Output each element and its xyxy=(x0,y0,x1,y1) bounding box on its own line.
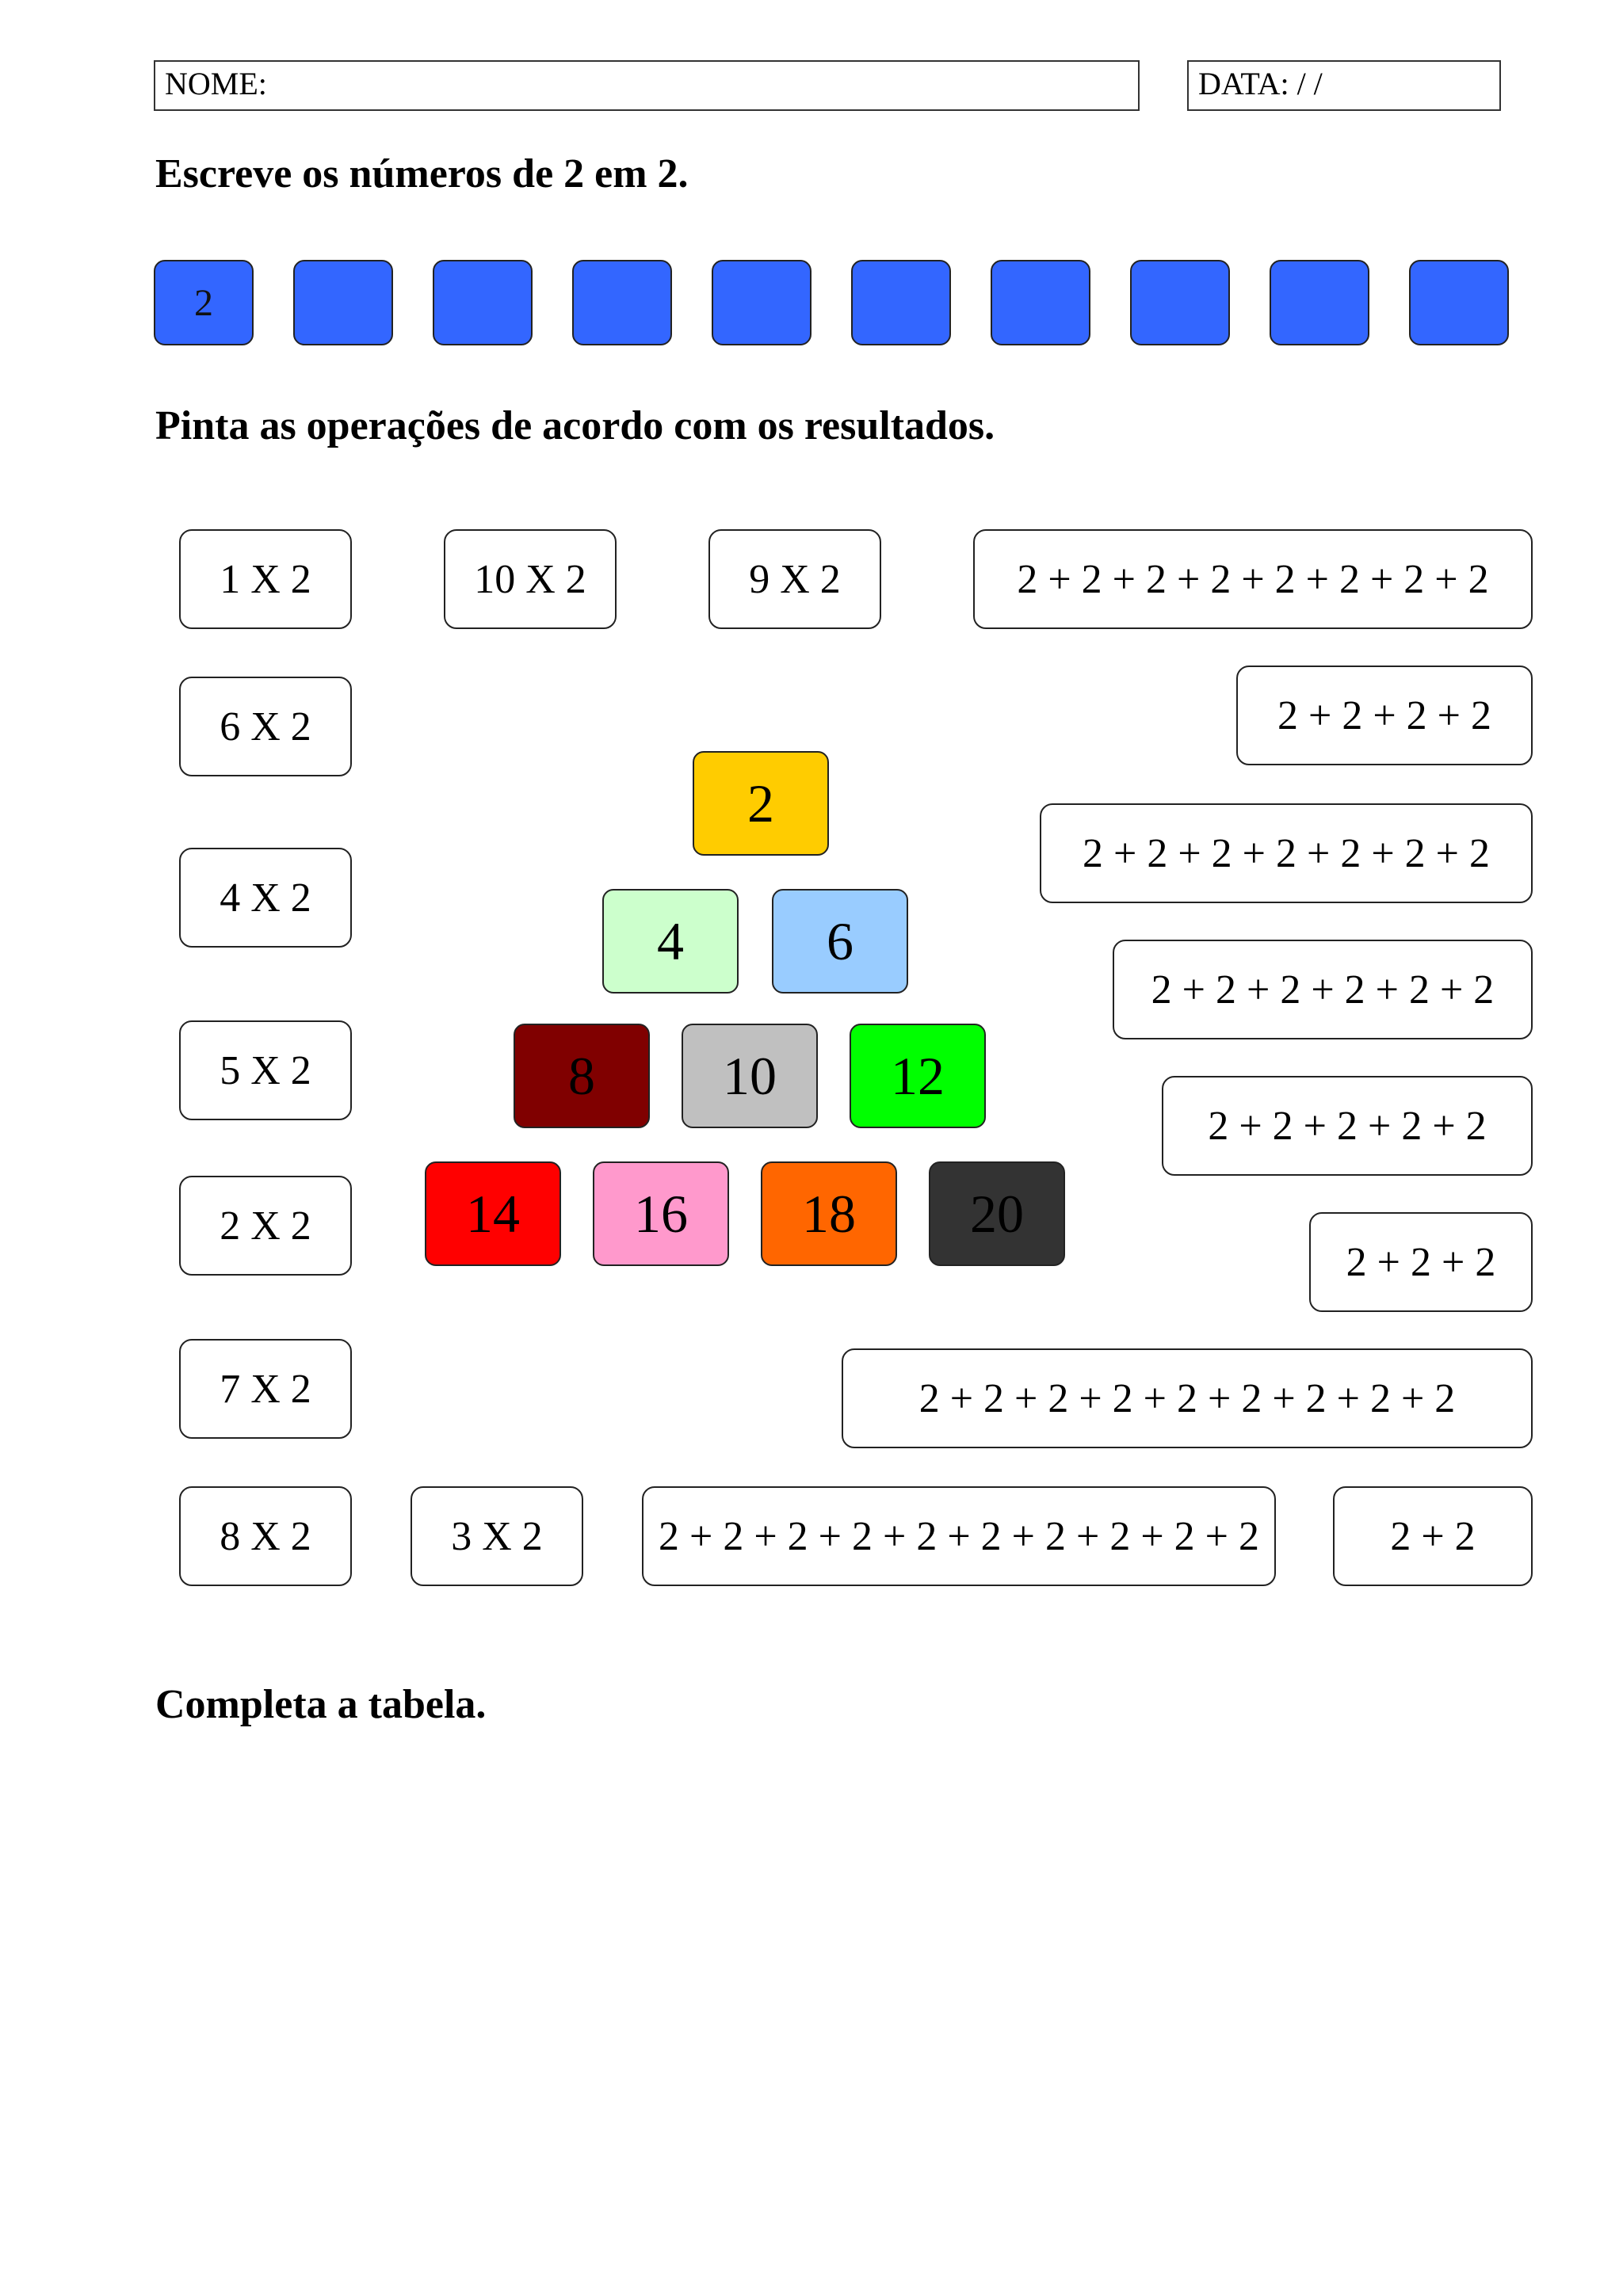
result-box[interactable]: 4 xyxy=(602,889,739,994)
section2-title: Pinta as operações de acordo com os resultados. xyxy=(155,403,995,448)
sequence-box[interactable]: 2 xyxy=(154,260,254,345)
operation-box[interactable]: 7 X 2 xyxy=(179,1339,352,1439)
operation-box[interactable]: 2 + 2 xyxy=(1333,1486,1533,1586)
operation-box[interactable]: 3 X 2 xyxy=(411,1486,583,1586)
sequence-box[interactable] xyxy=(991,260,1090,345)
result-box[interactable]: 8 xyxy=(514,1024,650,1128)
name-label: NOME: xyxy=(165,66,267,101)
operation-box[interactable]: 8 X 2 xyxy=(179,1486,352,1586)
result-box[interactable]: 10 xyxy=(682,1024,818,1128)
result-box[interactable]: 18 xyxy=(761,1161,897,1266)
operation-box[interactable]: 2 + 2 + 2 xyxy=(1309,1212,1533,1312)
sequence-box[interactable] xyxy=(851,260,951,345)
result-box[interactable]: 16 xyxy=(593,1161,729,1266)
operation-box[interactable]: 2 + 2 + 2 + 2 + 2 + 2 + 2 + 2 + 2 xyxy=(842,1348,1533,1448)
name-field[interactable] xyxy=(154,60,1140,111)
result-box[interactable]: 14 xyxy=(425,1161,561,1266)
operation-box[interactable]: 5 X 2 xyxy=(179,1020,352,1120)
operation-box[interactable]: 6 X 2 xyxy=(179,677,352,776)
date-field[interactable] xyxy=(1187,60,1501,111)
result-box[interactable]: 12 xyxy=(850,1024,986,1128)
operation-box[interactable]: 1 X 2 xyxy=(179,529,352,629)
operation-box[interactable]: 2 + 2 + 2 + 2 + 2 + 2 + 2 + 2 xyxy=(973,529,1533,629)
operation-box[interactable]: 2 + 2 + 2 + 2 + 2 + 2 + 2 xyxy=(1040,803,1533,903)
operation-box[interactable]: 2 + 2 + 2 + 2 + 2 + 2 + 2 + 2 + 2 + 2 xyxy=(642,1486,1276,1586)
result-box[interactable]: 6 xyxy=(772,889,908,994)
operation-box[interactable]: 2 + 2 + 2 + 2 xyxy=(1236,666,1533,765)
operation-box[interactable]: 2 X 2 xyxy=(179,1176,352,1276)
sequence-box[interactable] xyxy=(433,260,533,345)
sequence-box[interactable] xyxy=(1409,260,1509,345)
operation-box[interactable]: 9 X 2 xyxy=(708,529,881,629)
date-label: DATA: / / xyxy=(1198,66,1323,101)
sequence-box[interactable] xyxy=(712,260,812,345)
operation-box[interactable]: 2 + 2 + 2 + 2 + 2 xyxy=(1162,1076,1533,1176)
section3-title: Completa a tabela. xyxy=(155,1682,487,1727)
result-box[interactable]: 20 xyxy=(929,1161,1065,1266)
operation-box[interactable]: 4 X 2 xyxy=(179,848,352,948)
sequence-box[interactable] xyxy=(1130,260,1230,345)
operation-box[interactable]: 10 X 2 xyxy=(444,529,617,629)
sequence-box[interactable] xyxy=(572,260,672,345)
result-box[interactable]: 2 xyxy=(693,751,829,856)
sequence-box[interactable] xyxy=(1270,260,1369,345)
operation-box[interactable]: 2 + 2 + 2 + 2 + 2 + 2 xyxy=(1113,940,1533,1039)
sequence-box[interactable] xyxy=(293,260,393,345)
section1-title: Escreve os números de 2 em 2. xyxy=(155,151,689,196)
